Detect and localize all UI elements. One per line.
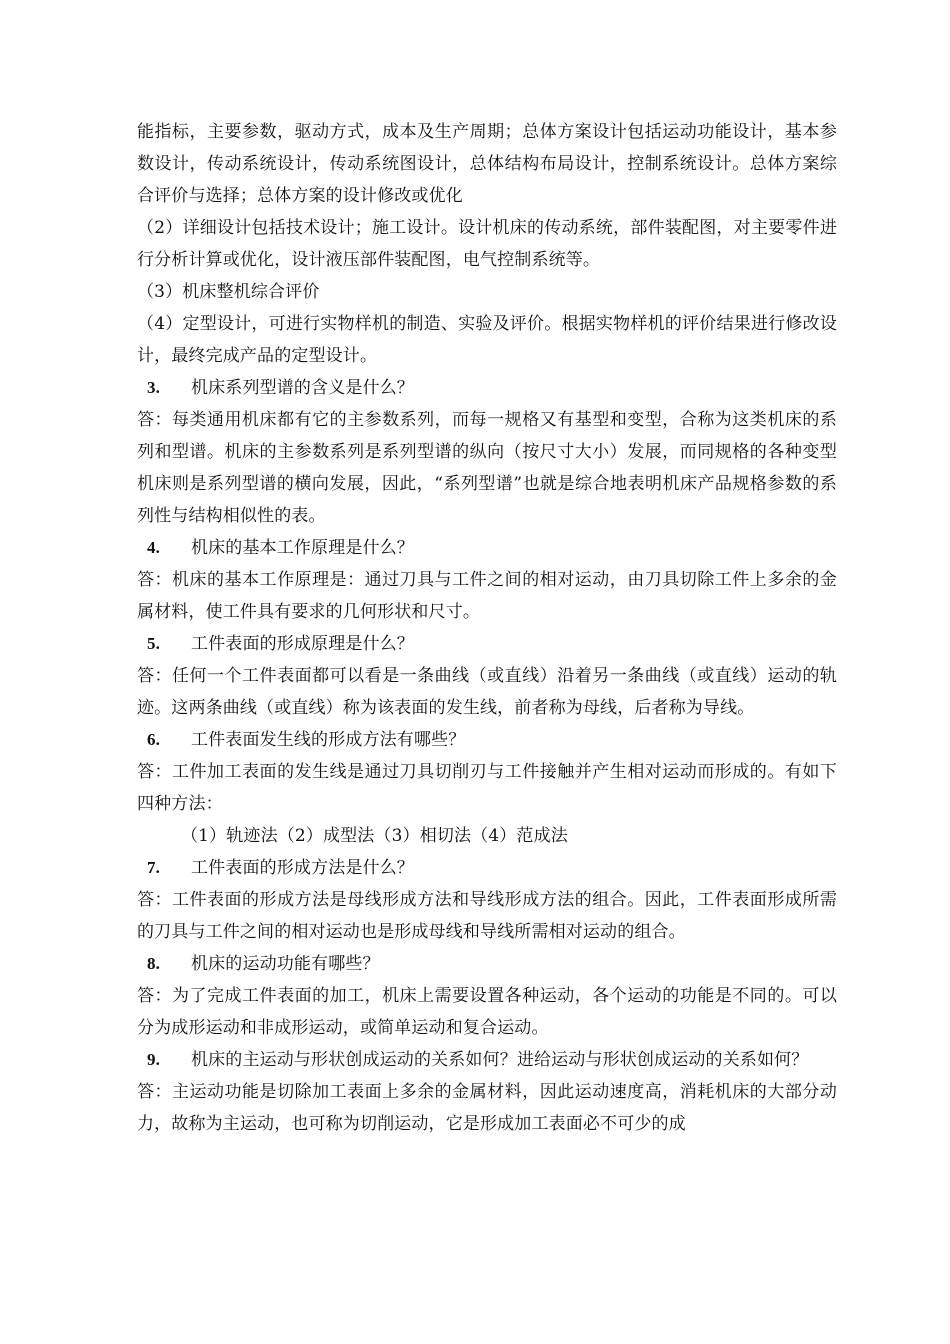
question-text: 机床的基本工作原理是什么？	[191, 538, 414, 558]
question-text: 机床的主运动与形状创成运动的关系如何？进给运动与形状创成运动的关系如何？	[191, 1050, 809, 1070]
paragraph-detailed-design: （2）详细设计包括技术设计；施工设计。设计机床的传动系统，部件装配图，对主要零件进行分析计算或优化，设计液压部件装配图，电气控制系统等。	[137, 218, 837, 270]
question-6	[137, 724, 837, 756]
question-number: 3.	[147, 378, 161, 397]
answer-4: 答：机床的基本工作原理是：通过刀具与工件之间的相对运动，由刀具切除工件上多余的金属材料，使工件具有要求的几何形状和尺寸。	[137, 570, 837, 622]
question-number: 6.	[147, 730, 161, 749]
answer-6: 答：工件加工表面的发生线是通过刀具切削刃与工件接触并产生相对运动而形成的。有如下四种方法：	[137, 762, 837, 814]
answer-9: 答：主运动功能是切除加工表面上多余的金属材料，因此运动速度高，消耗机床的大部分动力，故称为主运动，也可称为切削运动，它是形成加工表面必不可少的成	[137, 1082, 837, 1134]
question-number: 8.	[147, 954, 161, 973]
answer-5: 答：任何一个工件表面都可以看是一条曲线（或直线）沿着另一条曲线（或直线）运动的轨迹。这两条曲线（或直线）称为该表面的发生线，前者称为母线，后者称为导线。	[137, 666, 837, 718]
paragraph-overall-evaluation: （3）机床整机综合评价	[137, 282, 320, 302]
question-text: 工件表面发生线的形成方法有哪些？	[191, 730, 466, 750]
question-text: 机床的运动功能有哪些？	[191, 954, 380, 974]
question-5	[137, 628, 837, 660]
question-3	[137, 372, 837, 404]
question-text: 工件表面的形成方法是什么？	[191, 858, 414, 878]
question-number: 4.	[147, 538, 161, 557]
question-9	[137, 1044, 837, 1076]
question-7	[137, 852, 837, 884]
answer-3: 答：每类通用机床都有它的主参数系列，而每一规格又有基型和变型，合称为这类机床的系列和型谱。机床的主参数系列是系列型谱的纵向（按尺寸大小）发展，而同规格的各种变型机床则是系列型谱的横向发展，因此，“系列型谱”也就是综合地表明机床产品规格参数的系列性与结构相似性的表。	[137, 410, 837, 526]
answer-7: 答：工件表面的形成方法是母线形成方法和导线形成方法的组合。因此，工件表面形成所需的刀具与工件之间的相对运动也是形成母线和导线所需相对运动的组合。	[137, 890, 837, 942]
question-number: 5.	[147, 634, 161, 653]
question-8	[137, 948, 837, 980]
question-number: 9.	[147, 1050, 161, 1069]
question-4	[137, 532, 837, 564]
paragraph-final-design: （4）定型设计，可进行实物样机的制造、实验及评价。根据实物样机的评价结果进行修改设计，最终完成产品的定型设计。	[137, 314, 837, 366]
answer-6-methods-list: （1）轨迹法（2）成型法（3）相切法（4）范成法	[181, 826, 568, 846]
document-content	[137, 116, 837, 1140]
question-text: 工件表面的形成原理是什么？	[191, 634, 414, 654]
question-text: 机床系列型谱的含义是什么？	[191, 378, 414, 398]
answer-8: 答：为了完成工件表面的加工，机床上需要设置各种运动，各个运动的功能是不同的。可以分为成形运动和非成形运动，或简单运动和复合运动。	[137, 986, 837, 1038]
question-number: 7.	[147, 858, 161, 877]
paragraph-design-overview: 能指标，主要参数，驱动方式，成本及生产周期；总体方案设计包括运动功能设计，基本参数设计，传动系统设计，传动系统图设计，总体结构布局设计，控制系统设计。总体方案综合评价与选择；总体方案的设计修改或优化	[137, 122, 837, 206]
